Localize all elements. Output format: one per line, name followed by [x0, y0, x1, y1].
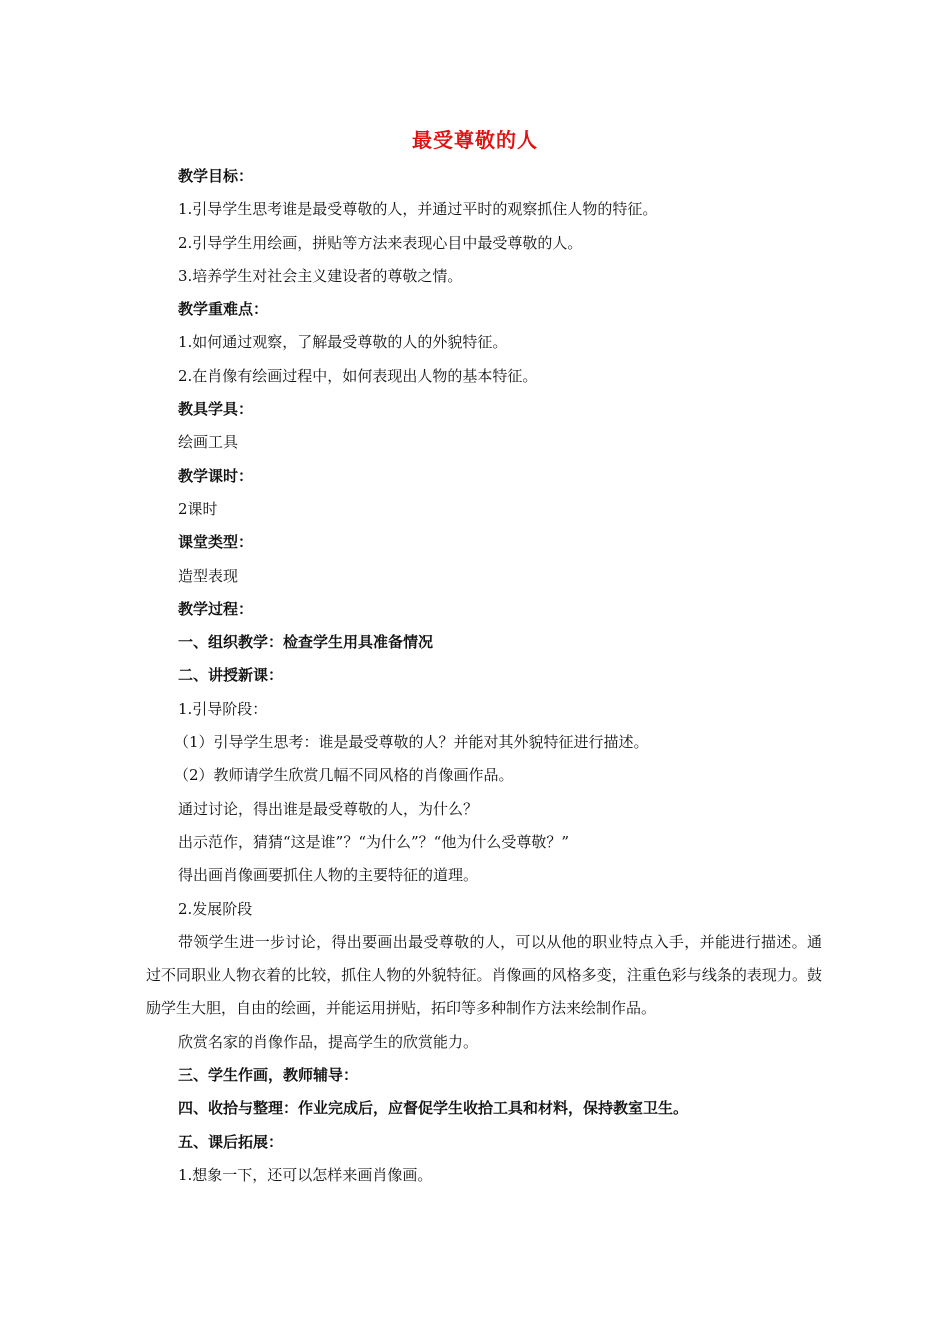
- objective-item: 2.引导学生用绘画，拼贴等方法来表现心目中最受尊敬的人。: [178, 233, 583, 252]
- objectives-heading: 教学目标：: [178, 167, 254, 185]
- key-point-item: 1.如何通过观察，了解最受尊敬的人的外貌特征。: [178, 333, 508, 352]
- tools-heading: 教具学具：: [178, 400, 254, 419]
- type-text: 造型表现: [178, 566, 239, 585]
- extension-item: 1.想象一下，还可以怎样来画肖像画。: [178, 1165, 433, 1184]
- objective-item: 1.引导学生思考谁是最受尊敬的人，并通过平时的观察抓住人物的特征。: [178, 200, 658, 219]
- step-organize: 一、组织教学：检查学生用具准备情况: [178, 633, 434, 652]
- stage-guide-item: 通过讨论，得出谁是最受尊敬的人，为什么？: [178, 799, 479, 818]
- stage-develop: 2.发展阶段: [178, 899, 253, 918]
- step-new-lesson: 二、讲授新课：: [178, 666, 284, 685]
- step-student-drawing: 三、学生作画，教师辅导：: [178, 1066, 359, 1085]
- type-heading: 课堂类型：: [178, 533, 254, 552]
- stage-guide: 1.引导阶段：: [178, 699, 268, 718]
- stage-develop-paragraph: 带领学生进一步讨论，得出要画出最受尊敬的人，可以从他的职业特点入手，并能进行描述。通过不同职业人物衣着的比较，抓住人物的外貌特征。肖像画的风格多变，注重色彩与线条的表现力。鼓励学生大胆，自由的绘画，并能运用拼贴，拓印等多种制作方法来绘制作品。: [146, 932, 822, 1018]
- hours-text: 2课时: [178, 499, 218, 518]
- step-tidy-up: 四、收拾与整理：作业完成后，应督促学生收拾工具和材料，保持教室卫生。: [178, 1099, 689, 1118]
- stage-guide-item: 出示范作，猜猜“这是谁”？“为什么”？“他为什么受尊敬？”: [178, 832, 570, 851]
- tools-text: 绘画工具: [178, 433, 239, 452]
- stage-guide-item: （2）教师请学生欣赏几幅不同风格的肖像画作品。: [174, 766, 514, 785]
- key-point-item: 2.在肖像有绘画过程中，如何表现出人物的基本特征。: [178, 366, 538, 385]
- hours-heading: 教学课时：: [178, 466, 254, 485]
- document-body: [146, 160, 822, 1192]
- stage-guide-item: （1）引导学生思考：谁是最受尊敬的人？并能对其外貌特征进行描述。: [174, 733, 649, 752]
- process-heading: 教学过程：: [178, 599, 254, 618]
- document-title: 最受尊敬的人: [412, 128, 538, 152]
- key-points-heading: 教学重难点：: [178, 300, 269, 319]
- step-extension: 五、课后拓展：: [178, 1132, 284, 1151]
- stage-guide-item: 得出画肖像画要抓住人物的主要特征的道理。: [178, 866, 479, 885]
- objective-item: 3.培养学生对社会主义建设者的尊敬之情。: [178, 266, 463, 285]
- stage-develop-appreciate: 欣赏名家的肖像作品，提高学生的欣赏能力。: [178, 1032, 479, 1051]
